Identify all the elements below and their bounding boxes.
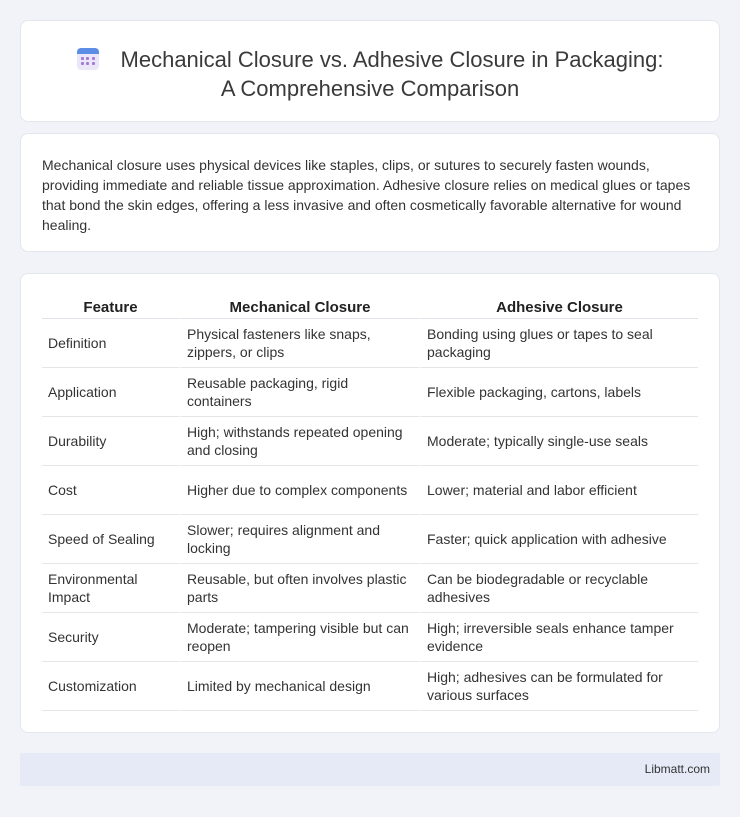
adhesive-cell: High; irreversible seals enhance tamper evidence xyxy=(419,613,698,662)
footer-site-link[interactable]: Libmatt.com xyxy=(644,762,710,776)
title-line-1: Mechanical Closure vs. Adhesive Closure in Packaging: xyxy=(120,47,664,72)
table-row xyxy=(42,662,698,711)
table-row xyxy=(42,613,698,662)
page-title xyxy=(21,45,719,103)
adhesive-cell: Faster; quick application with adhesive xyxy=(419,515,698,564)
mechanical-cell: Moderate; tampering visible but can reopen xyxy=(179,613,419,662)
table-row xyxy=(42,417,698,466)
intro-card xyxy=(20,133,720,252)
feature-cell: Customization xyxy=(42,662,179,711)
mechanical-cell: Reusable, but often involves plastic parts xyxy=(179,564,419,613)
feature-cell: Cost xyxy=(42,466,179,515)
mechanical-cell: Slower; requires alignment and locking xyxy=(179,515,419,564)
table-header-row xyxy=(42,297,698,319)
mechanical-cell: Limited by mechanical design xyxy=(179,662,419,711)
footer xyxy=(20,753,720,786)
feature-cell: Environmental Impact xyxy=(42,564,179,613)
feature-cell: Speed of Sealing xyxy=(42,515,179,564)
mechanical-cell: High; withstands repeated opening and closing xyxy=(179,417,419,466)
mechanical-cell: Reusable packaging, rigid containers xyxy=(179,368,419,417)
feature-cell: Definition xyxy=(42,319,179,368)
adhesive-cell: Moderate; typically single-use seals xyxy=(419,417,698,466)
comparison-table xyxy=(42,297,698,711)
intro-text: Mechanical closure uses physical devices like staples, clips, or sutures to securely fasten wounds, providing immediate and reliable tissue approximation. Adhesive closure relies on medical glues or tapes that bond the skin edges, offering a less invasive and often cosmetically favorable alternative for wound healing. xyxy=(42,157,691,233)
title-line-2: A Comprehensive Comparison xyxy=(220,76,520,101)
mechanical-cell: Physical fasteners like snaps, zippers, or clips xyxy=(179,319,419,368)
header-card xyxy=(20,20,720,122)
adhesive-cell: Flexible packaging, cartons, labels xyxy=(419,368,698,417)
header-mechanical: Mechanical Closure xyxy=(179,297,419,319)
feature-cell: Security xyxy=(42,613,179,662)
header-adhesive: Adhesive Closure xyxy=(419,297,698,319)
table-row xyxy=(42,368,698,417)
header-feature: Feature xyxy=(42,297,179,319)
table-row xyxy=(42,466,698,515)
adhesive-cell: Can be biodegradable or recyclable adhesives xyxy=(419,564,698,613)
adhesive-cell: Lower; material and labor efficient xyxy=(419,466,698,515)
table-row xyxy=(42,515,698,564)
comparison-card xyxy=(20,273,720,733)
feature-cell: Application xyxy=(42,368,179,417)
mechanical-cell: Higher due to complex components xyxy=(179,466,419,515)
table-row xyxy=(42,564,698,613)
adhesive-cell: Bonding using glues or tapes to seal packaging xyxy=(419,319,698,368)
feature-cell: Durability xyxy=(42,417,179,466)
adhesive-cell: High; adhesives can be formulated for various surfaces xyxy=(419,662,698,711)
calendar-icon xyxy=(77,48,99,70)
table-row xyxy=(42,319,698,368)
